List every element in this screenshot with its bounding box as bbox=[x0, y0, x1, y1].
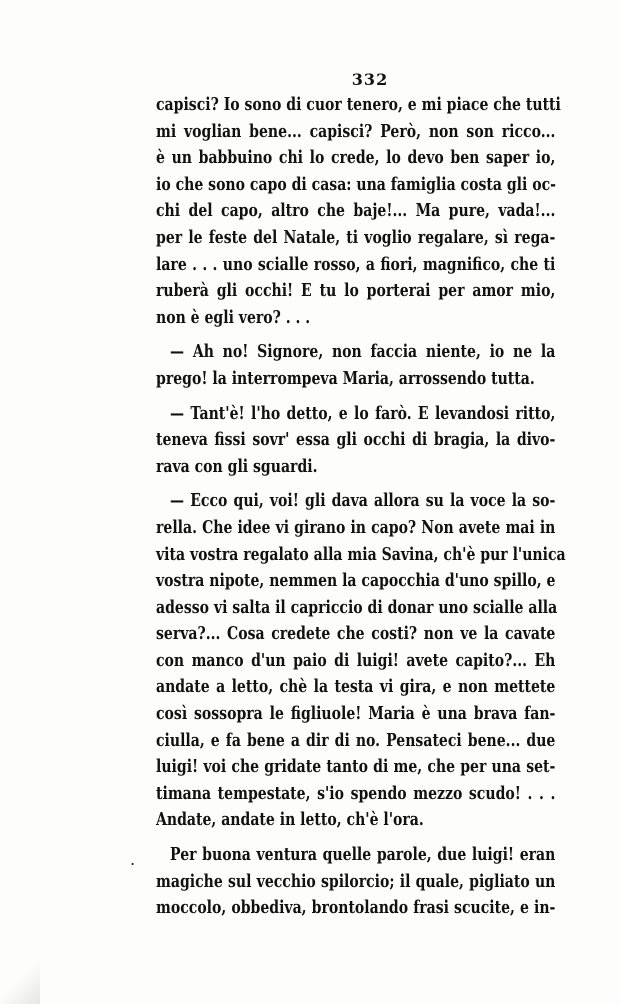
text-line: è un babbuino chi lo crede, lo devo ben saper io, bbox=[156, 147, 556, 169]
text-line: vostra nipote, nemmen la capocchia d'uno spillo, e bbox=[156, 570, 556, 592]
text-line: rella. Che idee vi girano in capo? Non avete mai in bbox=[156, 516, 556, 538]
text-line: adesso vi salta il capriccio di donar uno scialle alla bbox=[156, 596, 558, 618]
text-line: magiche sul vecchio spilorcio; il quale, pigliato un bbox=[156, 870, 556, 892]
body-text bbox=[156, 92, 566, 922]
text-line: ciulla, e fa bene a dir di no. Pensateci bene... due bbox=[156, 729, 556, 751]
text-line: lare . . . uno scialle rosso, a fiori, magnifico, che ti bbox=[156, 253, 556, 275]
text-line: — Tant'è! l'ho detto, e lo farò. E levandosi ritto, bbox=[170, 402, 556, 424]
text-line: andate a letto, chè la testa vi gira, e non mettete bbox=[156, 676, 556, 698]
text-line: rava con gli sguardi. bbox=[156, 455, 318, 477]
text-line: — Ah no! Signore, non faccia niente, io ne la bbox=[170, 341, 556, 363]
text-line: serva?... Cosa credete che costi? non ve la cavate bbox=[156, 623, 556, 645]
text-line: non è egli vero? . . . bbox=[156, 306, 311, 328]
text-line: io che sono capo di casa: una famiglia costa gli oc- bbox=[156, 173, 556, 195]
text-line: capisci? Io sono di cuor tenero, e mi piace che tutti bbox=[156, 94, 561, 115]
text-line: chi del capo, altro che baje!... Ma pure, vada!... bbox=[156, 200, 556, 222]
text-line: — Ecco qui, voi! gli dava allora su la voce la so- bbox=[170, 490, 556, 512]
text-line: luigi! voi che gridate tanto di me, che per una set- bbox=[156, 756, 556, 778]
text-line: con manco d'un paio di luigi! avete capito?... Eh bbox=[156, 649, 556, 671]
page-number: 332 bbox=[351, 70, 389, 89]
text-line: vita vostra regalato alla mia Savina, ch'è pur l'unica bbox=[156, 543, 566, 565]
margin-mark: . bbox=[130, 850, 136, 869]
text-line: così sossopra le figliuole! Maria è una brava fan- bbox=[156, 703, 556, 725]
text-line: teneva fissi sovr' essa gli occhi di bragia, la divo- bbox=[156, 429, 556, 451]
text-line: per le feste del Natale, ti voglio regalare, sì rega- bbox=[156, 226, 556, 248]
text-line: ruberà gli occhi! E tu lo porterai per amor mio, bbox=[156, 280, 556, 302]
text-line: moccolo, obbediva, brontolando frasi scucite, e in- bbox=[156, 897, 556, 919]
text-line: Andate, andate in letto, ch'è l'ora. bbox=[156, 809, 424, 831]
page-corner-shadow bbox=[0, 924, 40, 1004]
text-line: Per buona ventura quelle parole, due luigi! eran bbox=[170, 844, 556, 866]
text-line: timana tempestate, s'io spendo mezzo scudo! . . . bbox=[156, 782, 556, 804]
text-line: mi voglian bene... capisci? Però, non son ricco... bbox=[156, 120, 556, 142]
text-line: prego! la interrompeva Maria, arrossendo tutta. bbox=[156, 367, 535, 389]
